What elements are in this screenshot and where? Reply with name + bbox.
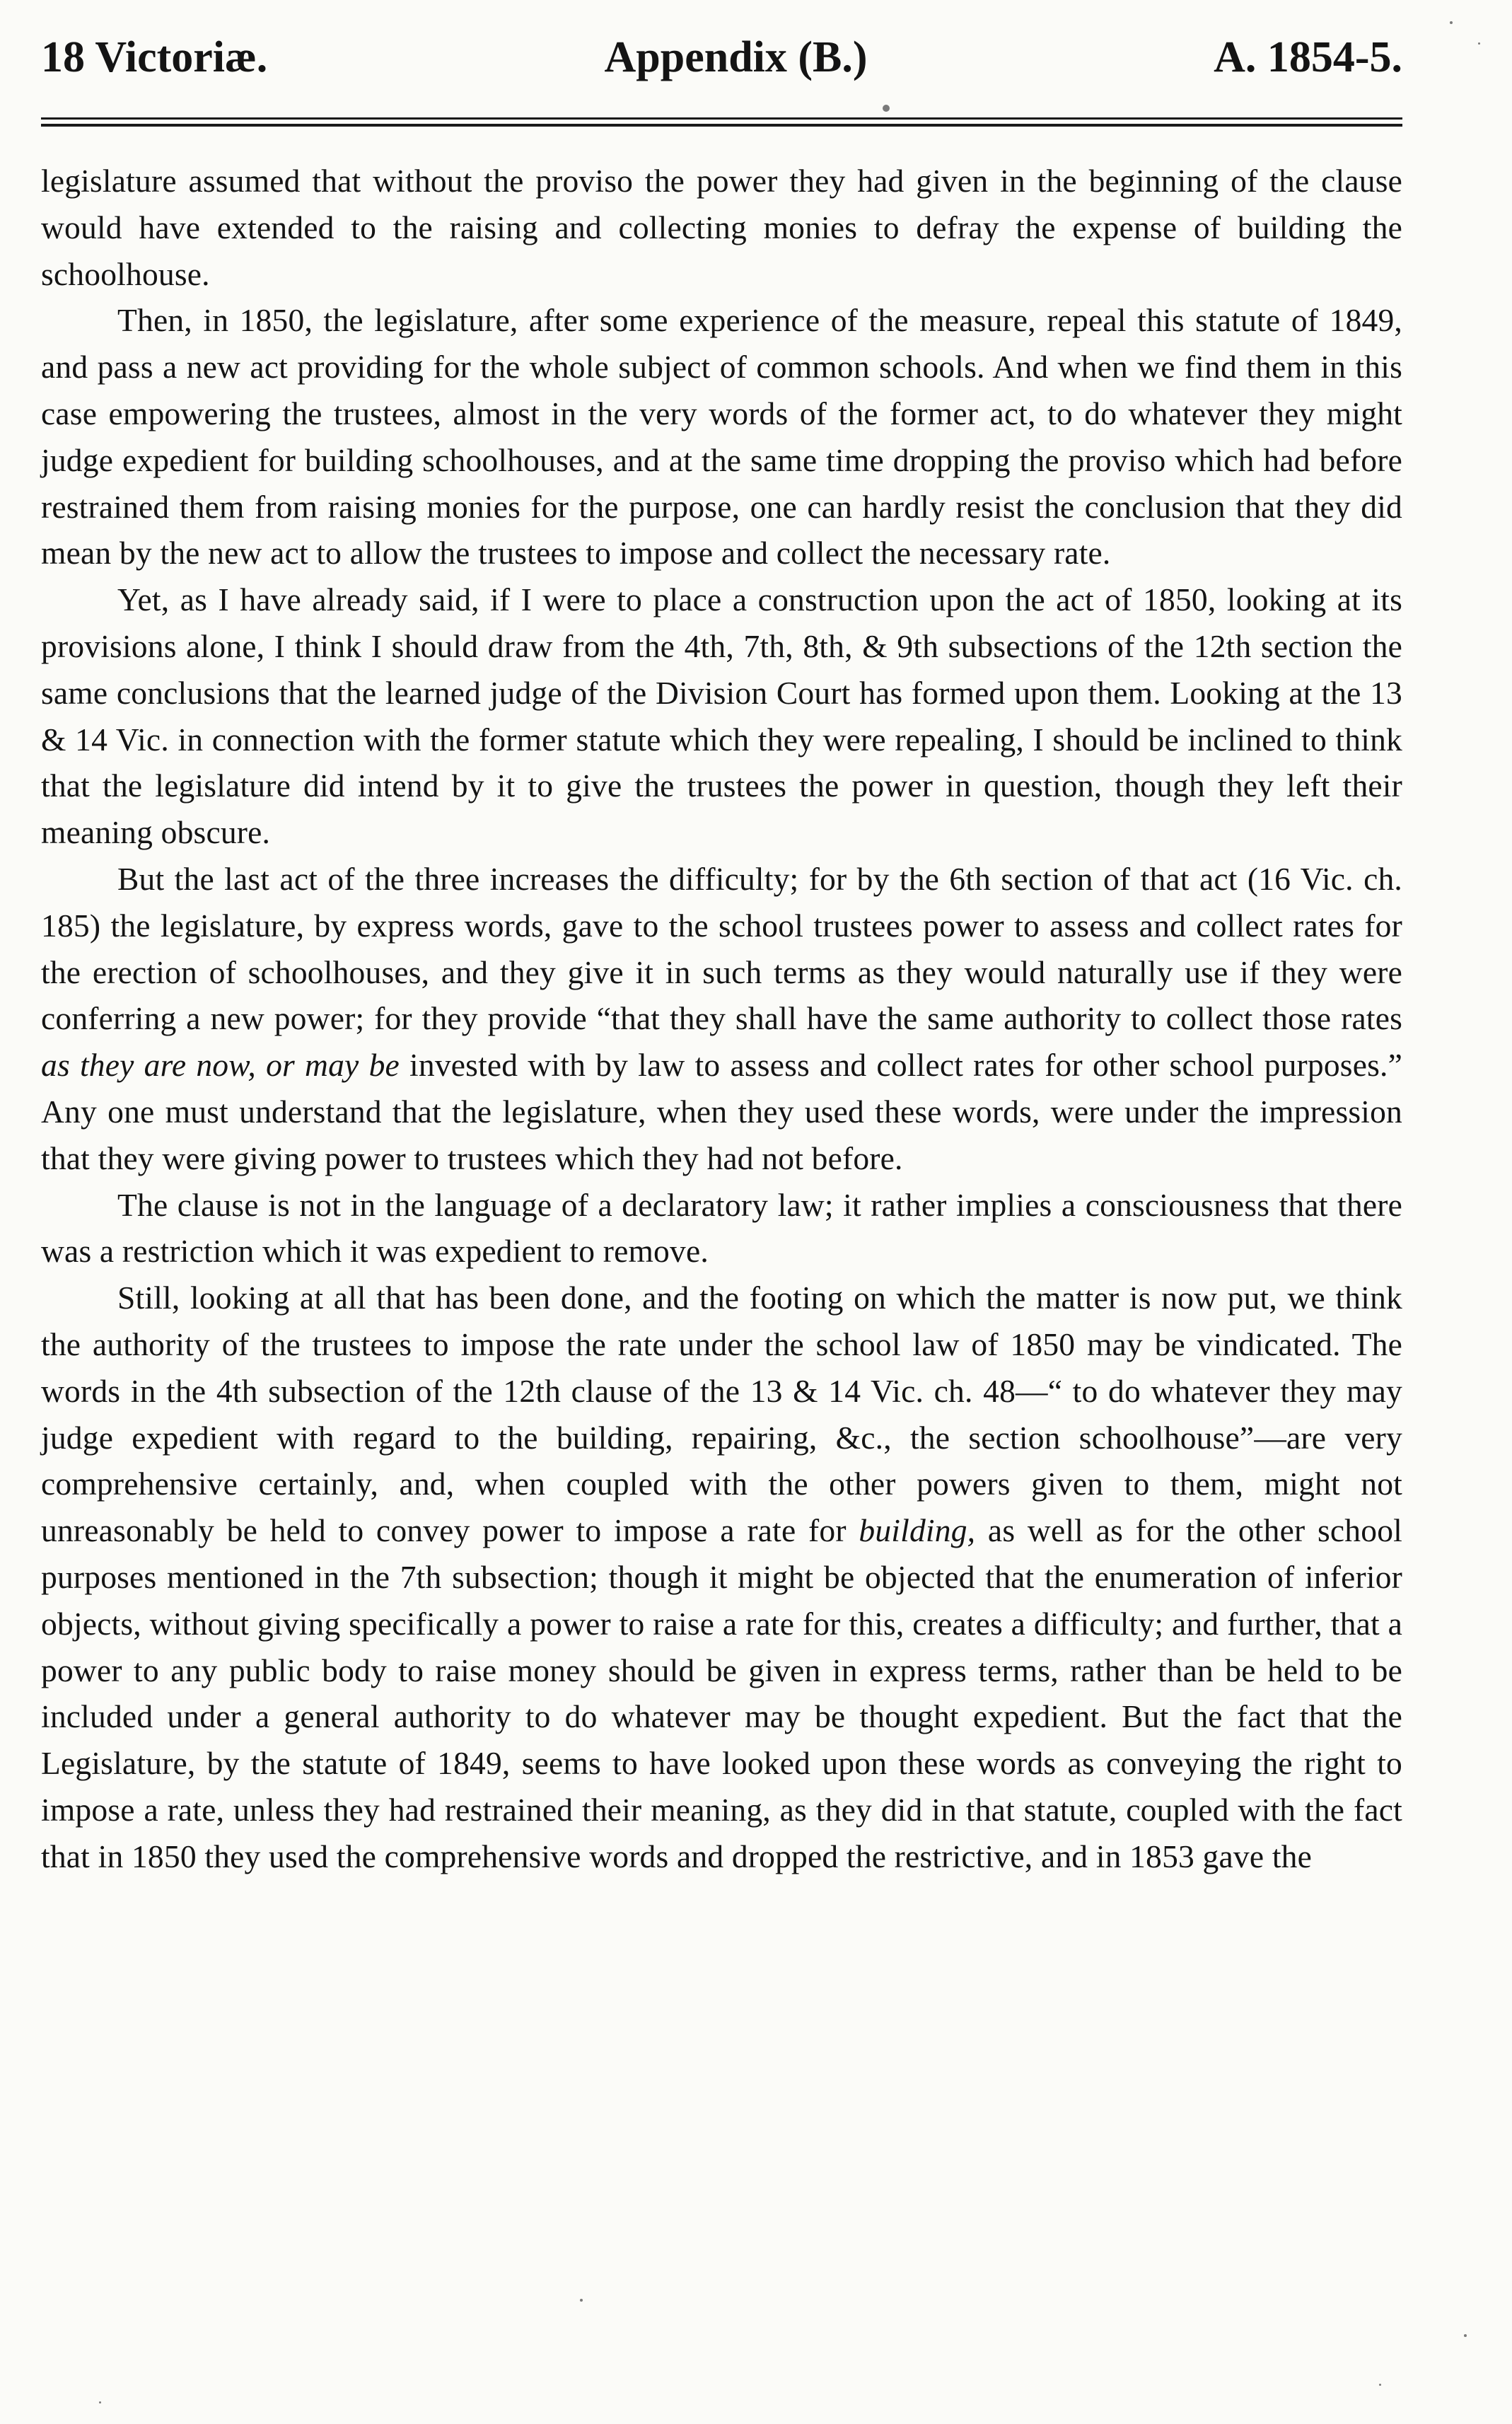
body-text xyxy=(41,158,1402,1879)
paragraph-last-act-text-b: invested with by law to assess and collect rates for other school purposes.” Any one must understand that the legislature, when they used these words, were under the impression that they were giving power to trustees which they had not before. xyxy=(41,1047,1402,1176)
scan-speck xyxy=(99,2401,101,2403)
paragraph-still-text-b: as well as for the other school purposes mentioned in the 7th subsection; though it might be objected that the enumeration of inferior objects, without giving specifically a power to raise a rate for this, creates a difficulty; and further, that a power to any public body to raise money should be given in express terms, rather than be held to be included under a general authority to do whatever may be thought expedient. But the fact that the Legislature, by the statute of 1849, seems to have looked upon these words as conveying the right to impose a rate, unless they had restrained their meaning, as they did in that statute, coupled with the fact that in 1850 they used the comprehensive words and dropped the restrictive, and in 1853 gave the xyxy=(41,1512,1402,1874)
paragraph-still xyxy=(41,1275,1402,1879)
header-rule-thick xyxy=(41,124,1402,127)
paragraph-continuation: legislature assumed that without the proviso the power they had given in the beginning of the clause would have extended to the raising and collecting monies to defray the expense of building the schoolhouse. xyxy=(41,163,1402,292)
paragraph-clause: The clause is not in the language of a declaratory law; it rather implies a consciousness that there was a restriction which it was expedient to remove. xyxy=(41,1186,1402,1270)
header-year: A. 1854-5. xyxy=(1214,33,1402,81)
document-page xyxy=(41,28,1402,1879)
header-appendix: Appendix (B.) xyxy=(604,33,868,81)
header-rule-thin xyxy=(41,117,1402,120)
scan-speck xyxy=(883,105,890,112)
paragraph-construction: Yet, as I have already said, if I were to place a construction upon the act of 1850, looking at its provisions alone, I think I should draw from the 4th, 7th, 8th, & 9th subsections of the 12th section the same conclusions that the learned judge of the Division Court has formed upon them. Looking at the 13 & 14 Vic. in connection with the former statute which they were repealing, I should be inclined to think that the legislature did intend by it to give the trustees the power in question, though they left their meaning obscure. xyxy=(41,581,1402,851)
scan-speck xyxy=(1379,2384,1381,2386)
running-header xyxy=(41,28,1402,86)
scan-speck xyxy=(1464,2334,1467,2337)
scan-speck xyxy=(1450,21,1453,24)
paragraph-last-act xyxy=(41,856,1402,1182)
header-session: 18 Victoriæ. xyxy=(41,33,268,81)
paragraph-still-text-a: Still, looking at all that has been done, and the footing on which the matter is now put, we think the authority of the trustees to impose the rate under the school law of 1850 may be vindicated. The words in the 4th subsection of the 12th clause of the 13 & 14 Vic. ch. 48—“ to do whatever they may judge expedient with regard to the building, repairing, &c., the section schoolhouse”—are very comprehensive certainly, and, when coupled with the other powers given to them, might not unreasonably be held to convey power to impose a rate for xyxy=(41,1280,1402,1549)
paragraph-last-act-text-a: But the last act of the three increases the difficulty; for by the 6th section of that act (16 Vic. ch. 185) the legislature, by express words, gave to the school trustees power to assess and collect rates for the erection of schoolhouses, and they give it in such terms as they would naturally use if they were conferring a new power; for they provide “that they shall have the same authority to collect those rates xyxy=(41,860,1402,1037)
scan-speck xyxy=(580,2299,583,2302)
paragraph-still-italic: building, xyxy=(859,1512,976,1549)
paragraph-1850-repeal: Then, in 1850, the legislature, after some experience of the measure, repeal this statute of 1849, and pass a new act providing for the whole subject of common schools. And when we find them in this case empowering the trustees, almost in the very words of the former act, to do whatever they might judge expedient for building schoolhouses, and at the same time dropping the proviso which had before restrained them from raising monies for the purpose, one can hardly resist the conclusion that they did mean by the new act to allow the trustees to impose and collect the necessary rate. xyxy=(41,302,1402,572)
scan-speck xyxy=(1478,42,1480,45)
paragraph-last-act-italic: as they are now, or may be xyxy=(41,1047,400,1084)
